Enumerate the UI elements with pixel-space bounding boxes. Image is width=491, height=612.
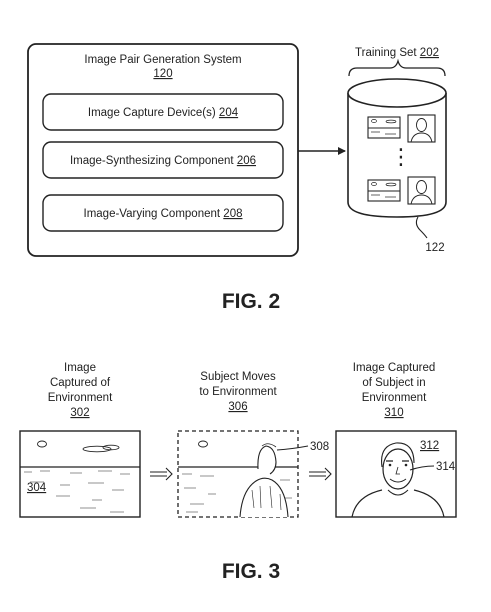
panel2-label-line2: to Environment: [199, 386, 277, 398]
panel3-callout-ref-312: 312: [420, 440, 440, 452]
panel1-label-line2: Captured of: [49, 377, 111, 389]
panel3-label-line1: Image Captured: [352, 362, 436, 374]
panel2-subject-image: [178, 431, 329, 517]
panel2-ref: 306: [228, 401, 248, 413]
panel1-inner-ref: 304: [27, 482, 47, 494]
fig2-diagram: [28, 44, 446, 313]
system-ref: 120: [153, 68, 173, 80]
arrow-panel1-to-panel2: [150, 468, 172, 480]
callout-leader-122: [416, 217, 427, 238]
panel1-label-line1: Image: [64, 362, 96, 374]
fig3-diagram: [20, 362, 456, 583]
training-set-label: Training Set 202: [355, 47, 439, 59]
panel1-environment-image: [20, 431, 140, 517]
ellipsis-dots: ⋮: [390, 144, 412, 169]
person-face: [383, 449, 413, 489]
arrow-panel2-to-panel3: [309, 468, 331, 480]
environment-thumbnail: [368, 117, 400, 138]
training-set-brace: [349, 61, 445, 76]
training-set-callout-ref: 122: [425, 242, 445, 254]
panel2-callout-ref: 308: [310, 441, 330, 453]
system-title: Image Pair Generation System: [84, 54, 242, 66]
image-synthesizing-component-label: Image-Synthesizing Component 206: [69, 155, 257, 167]
person-head: [258, 446, 276, 474]
panel2-label-line1: Subject Moves: [200, 371, 276, 383]
panel3-subject-image: [336, 431, 456, 517]
panel3-ref: 310: [384, 407, 404, 419]
panel3-label-line3: Environment: [361, 392, 427, 404]
panel1-label-line3: Environment: [47, 392, 113, 404]
panel1-ref: 302: [70, 407, 90, 419]
image-capture-device-label: Image Capture Device(s) 204: [87, 107, 239, 119]
fig3-caption: FIG. 3: [221, 560, 281, 583]
image-varying-component-label: Image-Varying Component 208: [83, 208, 243, 220]
panel3-callout-ref-314: 314: [436, 461, 456, 473]
panel3-label-line2: of Subject in: [362, 377, 426, 389]
fig2-caption: FIG. 2: [221, 290, 281, 313]
environment-thumbnail: [368, 180, 400, 201]
